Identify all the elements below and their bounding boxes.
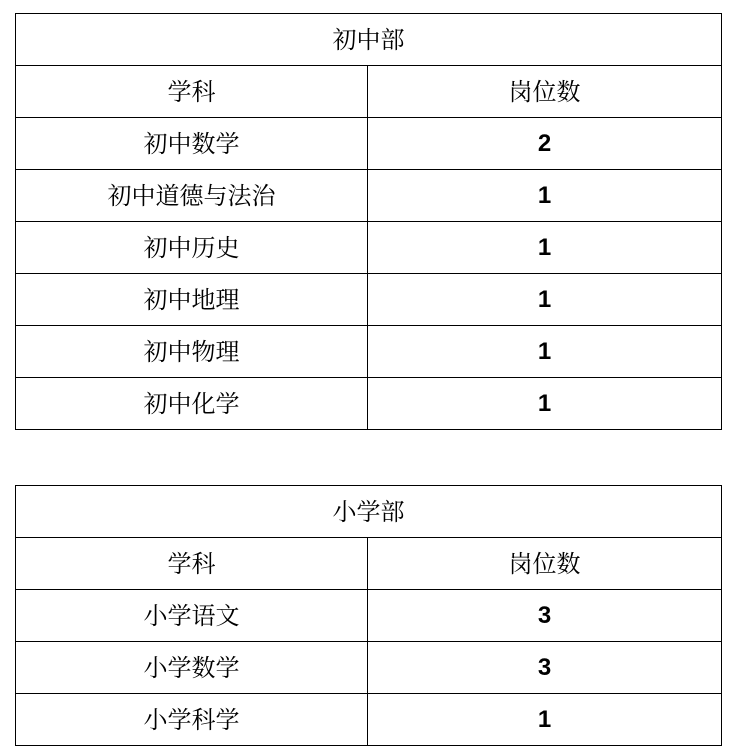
column-header-positions: 岗位数 [368,66,722,118]
subject-cell: 初中历史 [16,222,368,274]
positions-cell: 3 [368,642,722,694]
table-row [16,274,722,326]
positions-cell: 1 [368,274,722,326]
column-header-subject: 学科 [16,66,368,118]
table-row [16,222,722,274]
table-row [16,170,722,222]
table-row [16,694,722,746]
positions-cell: 1 [368,170,722,222]
positions-cell: 2 [368,118,722,170]
table-title-row [16,14,722,66]
column-header-positions: 岗位数 [368,538,722,590]
table-header-row [16,66,722,118]
subject-cell: 初中地理 [16,274,368,326]
subject-cell: 初中道德与法治 [16,170,368,222]
subject-cell: 初中物理 [16,326,368,378]
table-title: 小学部 [16,486,722,538]
table-title-row [16,486,722,538]
subject-cell: 小学数学 [16,642,368,694]
table-row [16,642,722,694]
subject-cell: 小学语文 [16,590,368,642]
positions-cell: 1 [368,378,722,430]
positions-cell: 1 [368,222,722,274]
junior-middle-school-table [15,13,722,430]
subject-cell: 小学科学 [16,694,368,746]
positions-cell: 1 [368,694,722,746]
table-row [16,118,722,170]
table-row [16,326,722,378]
positions-cell: 3 [368,590,722,642]
column-header-subject: 学科 [16,538,368,590]
subject-cell: 初中化学 [16,378,368,430]
table-title: 初中部 [16,14,722,66]
table-header-row [16,538,722,590]
primary-school-table [15,485,722,746]
positions-cell: 1 [368,326,722,378]
table-row [16,378,722,430]
subject-cell: 初中数学 [16,118,368,170]
table-row [16,590,722,642]
